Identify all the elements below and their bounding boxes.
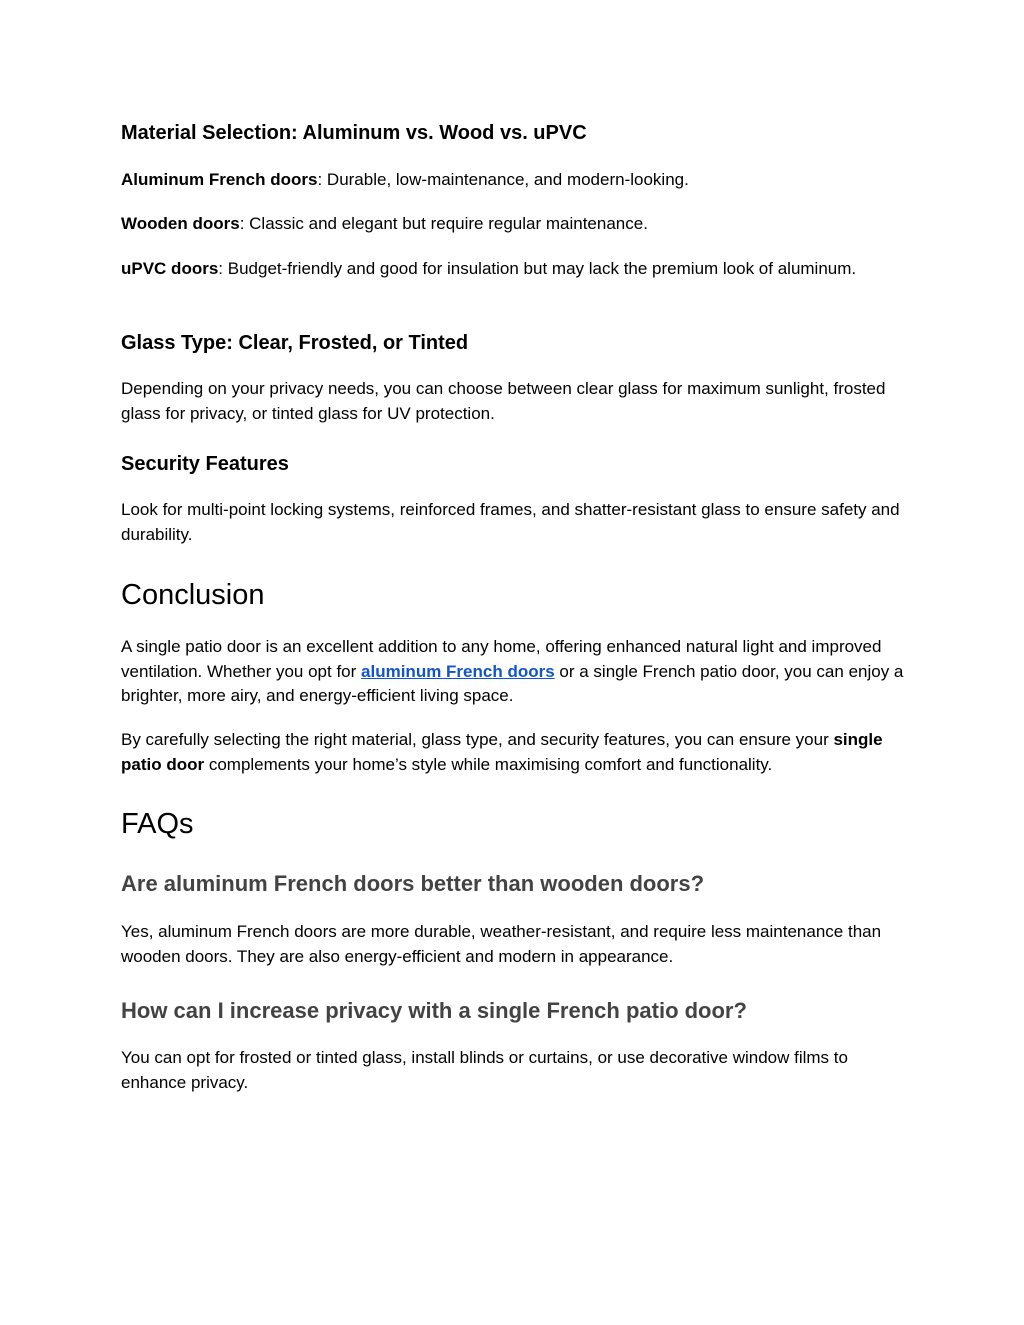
aluminum-doors-term: Aluminum French doors (121, 170, 318, 189)
upvc-doors-term: uPVC doors (121, 259, 219, 278)
conclusion-p1-intro: A single patio door is an excellent addition to any home, offering enhanced natural light and improved ventilation. Whether you opt for (121, 637, 882, 681)
aluminum-doors-paragraph (121, 168, 911, 193)
security-features-paragraph: Look for multi-point locking systems, reinforced frames, and shatter-resistant glass to ensure safety and durability. (121, 500, 900, 544)
wooden-doors-paragraph (121, 212, 911, 237)
upvc-doors-paragraph (121, 257, 911, 282)
conclusion-paragraph-1 (121, 635, 911, 709)
conclusion-paragraph-2 (121, 728, 911, 777)
aluminum-doors-description: : Durable, low-maintenance, and modern-looking. (317, 170, 689, 189)
faq-answer-2: You can opt for frosted or tinted glass, install blinds or curtains, or use decorative window films to enhance privacy. (121, 1048, 848, 1092)
single-patio-door-term: single patio door (121, 730, 883, 774)
faq-question-2: How can I increase privacy with a single French patio door? (121, 998, 747, 1023)
wooden-doors-term: Wooden doors (121, 214, 240, 233)
upvc-doors-description: : Budget-friendly and good for insulation but may lack the premium look of aluminum. (218, 259, 857, 278)
aluminum-french-doors-link[interactable]: aluminum French doors (361, 661, 555, 681)
conclusion-p2-intro: By carefully selecting the right material, glass type, and security features, you can ensure your (121, 730, 834, 749)
security-features-heading: Security Features (121, 453, 289, 475)
material-selection-heading: Material Selection: Aluminum vs. Wood vs. uPVC (121, 122, 587, 144)
conclusion-p1-outro: or a single French patio door, you can enjoy a brighter, more airy, and energy-efficient living space. (121, 661, 904, 705)
glass-type-paragraph: Depending on your privacy needs, you can choose between clear glass for maximum sunlight, frosted glass for privacy, or tinted glass for UV protection. (121, 379, 886, 423)
faq-answer-1: Yes, aluminum French doors are more durable, weather-resistant, and require less maintenance than wooden doors. They are also energy-efficient and modern in appearance. (121, 922, 882, 966)
glass-type-heading: Glass Type: Clear, Frosted, or Tinted (121, 332, 469, 354)
wooden-doors-description: : Classic and elegant but require regular maintenance. (239, 214, 648, 233)
conclusion-heading: Conclusion (121, 579, 265, 611)
faq-question-1: Are aluminum French doors better than wooden doors? (121, 871, 705, 896)
faqs-heading: FAQs (121, 808, 194, 840)
conclusion-p2-outro: complements your home’s style while maximising comfort and functionality. (204, 754, 773, 774)
